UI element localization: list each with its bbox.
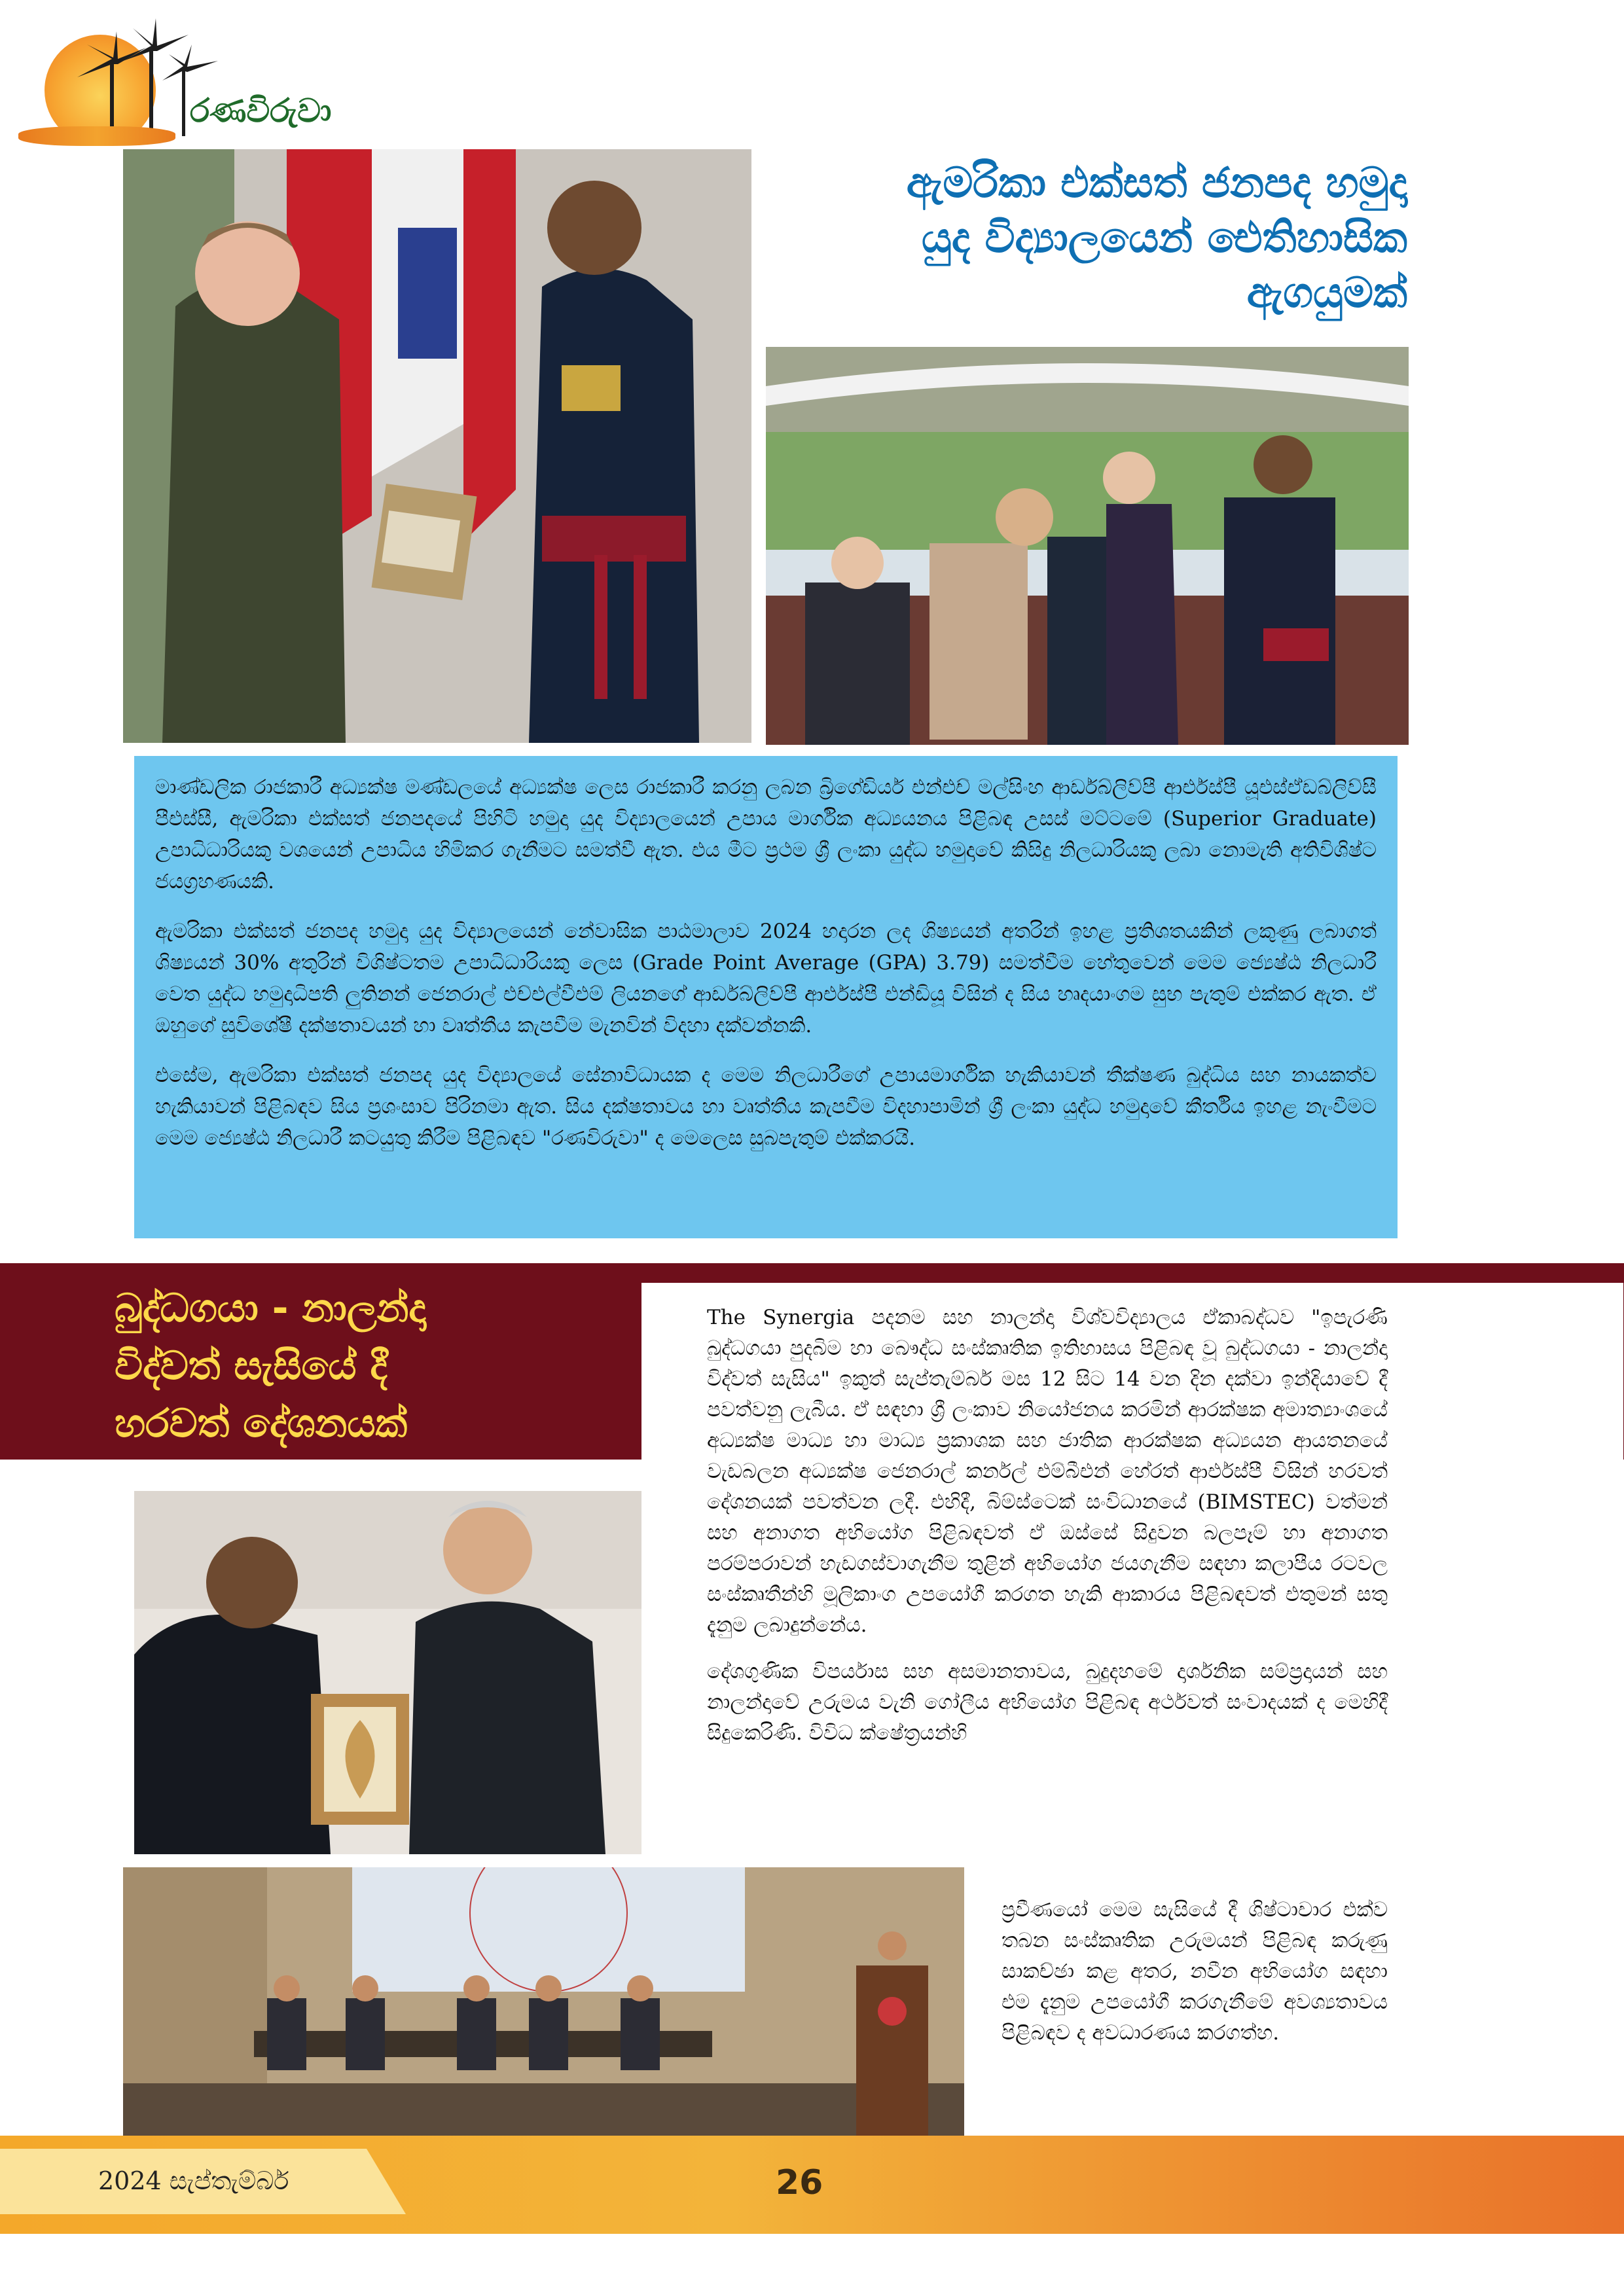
page-number: 26 (776, 2163, 823, 2202)
issue-date: 2024 සැප්තැම්බර් (98, 2166, 289, 2195)
article1-title-line: ඇගයුමක් (1246, 269, 1407, 317)
article1-paragraph: ඇමරිකා එක්සත් ජනපද හමුදා යුද විද්‍යාලයෙන් නේවාසික පාඨමාලාව 2024 හදාරන ලද ශිෂ්‍යයන් අතරින් ඉහළ ප්‍රතිශතයකින් ලකුණු ලබාගත් ශිෂ්‍යයන් 30% අතුරින් විශිෂ්ටතම උපාධිධාරියකු ලෙස (Grade Point Average (GPA) 3.79) සමත්වීම හේතුවෙන් මෙම ජ්‍යෙෂ්ඨ නිලධාරී වෙත යුද්ධ හමුදාධිපති ලුතිනන් ජෙනරාල් එච්එල්වීඑම් ලියනගේ ආර්ඩබ්ලිව්පී ආර්එස්පී එන්ඩියූ විසින් ද සිය හෘදයාංගම සුභ පැතුම් එක්කර ඇත. ඒ ඔහුගේ සුවිශේෂී දක්ෂතාවයන් හා වෘත්තීය කැපවීම මැනවින් විදහා දක්වන්නකි. (155, 920, 1377, 1037)
article2-body (707, 1302, 1388, 1765)
article1-paragraph: මාණ්ඩලික රාජකාරී අධ්‍යක්ෂ මණ්ඩලයේ අධ්‍යක්ෂ ලෙස රාජකාරී කරනු ලබන බ්‍රිගේඩියර් එන්එච් මල්සිංහ ආර්ඩබ්ලිව්පී ආර්එස්පී යූඑස්ඒඩබ්ලිව්සී පීඑස්සී, ඇමරිකා එක්සත් ජනපදයේ පිහිටි හමුදා යුද විද්‍යාලයෙන් උපාය මාර්ගික අධ්‍යයනය පිළිබඳ උසස් මට්ටමේ (Superior Graduate) උපාධිධාරියකු වශයෙන් උපාධිය හිමිකර ගැනීමට සමත්වී ඇත. එය මීට ප්‍රථම ශ්‍රී ලංකා යුද්ධ හමුදාවේ කිසිදු නිලධාරියකු ලබා නොමැති අතිවිශිෂ්ට ජයග්‍රහණයකි. (155, 776, 1377, 893)
article2-paragraph: The Synergia පදනම සහ නාලන්දා විශ්වවිද්‍යාලය ඒකාබද්ධව "ඉපැරණි බුද්ධගයා පුදබිම හා බෞද්ධ සංස්කෘතික ඉතිහාසය පිළිබඳ වූ බුද්ධගයා - නාලන්දා විද්වත් සැසිය" ඉකුත් සැප්තැම්බර් මස 12 සිට 14 වන දින දක්වා ඉන්දියාවේ දී පවත්වනු ලැබීය. ඒ සඳහා ශ්‍රී ලංකාව නියෝජනය කරමින් ආරක්ෂක අමාත්‍යාංශයේ අධ්‍යක්ෂ මාධ්‍ය හා මාධ්‍ය ප්‍රකාශක සහ ජාතික ආරක්ෂක අධ්‍යයන ආයතනයේ වැඩබලන අධ්‍යක්ෂ ජෙනරාල් කර්නල් එම්බීඑන් හේරත් ආර්එස්පී විසින් හරවත් දේශනයක් පවත්වන ලදී. එහිදී, බිම්ස්ටෙක් සංවිධානයේ (BIMSTEC) වත්මන් සහ අනාගත අභියෝග පිළිබඳවත් ඒ ඔස්සේ සිදුවන බලපෑම් හා අනාගත පරම්පරාවන් හැඩගස්වාගැනීම තුළින් අභියෝග ජයගැනීම සඳහා කලාපීය රටවල සංස්කෘතීන්හි මූලිකාංග උපයෝගී කරගත හැකි ආකාරය පිළිබඳවත් එතුමන් සතු දැනුම ලබාදුන්නේය. (707, 1306, 1388, 1637)
article2-title-line: හරවත් දේශනයක් (115, 1401, 408, 1446)
photo-leaf-frame-presentation (134, 1491, 641, 1854)
article2-paragraph: දේශගුණික විපර්යාස සහ අසමානතාවය, බුදුදහමේ දාර්ශනික සම්ප්‍රදායන් සහ නාලන්දාවේ උරුමය වැනි ගෝලීය අභියෝග පිළිබඳ අර්ථවත් සංවාදයක් ද මෙහිදී සිදුකෙරිණි. විවිධ ක්ෂේත්‍රයන්හි (707, 1660, 1388, 1745)
photo-panel-discussion (123, 1867, 964, 2139)
article1-title-line: ඇමරිකා එක්සත් ජනපද හමුදා (906, 159, 1407, 207)
article2-title-line: විද්වත් සැසියේ දී (115, 1343, 388, 1389)
masthead-logo (18, 18, 332, 169)
article1-title (779, 156, 1407, 321)
logo-ground (18, 126, 175, 146)
article2-body-continued (1001, 1895, 1388, 2049)
masthead-name: රණවිරුවා (190, 92, 332, 130)
article1-paragraph: එසේම, ඇමරිකා එක්සත් ජනපද යුද විද්‍යාලයේ සේනාවිධායක ද මෙම නිලධාරීගේ උපායමාර්ගික හැකියාවන් තීක්ෂණ බුද්ධිය සහ නායකත්ව හැකියාවන් පිළිබඳව සිය ප්‍රශංසාව පිරිනමා ඇත. සිය දක්ෂතාවය හා වෘත්තීය කැපවීම විදහාපාමින් ශ්‍රී ලංකා යුද්ධ හමුදාවේ කීර්තිය ඉහළ නැංවීමට මෙම ජ්‍යෙෂ්ඨ නිලධාරී කටයුතු කිරීම පිළිබඳව "රණවිරුවා" ද මෙලෙස සුබපැතුම් එක්කරයි. (155, 1064, 1377, 1150)
article1-body (134, 756, 1398, 1238)
article1-title-line: යුද විද්‍යාලයෙන් ඓතිහාසික (921, 214, 1407, 262)
photo-graduation-ceremony (766, 347, 1409, 745)
article2-paragraph: ප්‍රවීණයෝ මෙම සැසියේ දී ශිෂ්ටාචාර එක්ව තබන සංස්කෘතික උරුමයන් පිළිබඳ කරුණු සාකච්ඡා කළ අතර, නවීන අභියෝග සඳහා එම දැනුම උපයෝගී කරගැනීමේ අවශ්‍යතාවය පිළිබඳව ද අවධාරණය කරගත්හ. (1001, 1898, 1388, 2045)
photo-book-presentation (123, 149, 751, 743)
article2-title-line: බුද්ධගයා - නාලන්දා (115, 1285, 427, 1331)
article2-title (115, 1280, 586, 1452)
